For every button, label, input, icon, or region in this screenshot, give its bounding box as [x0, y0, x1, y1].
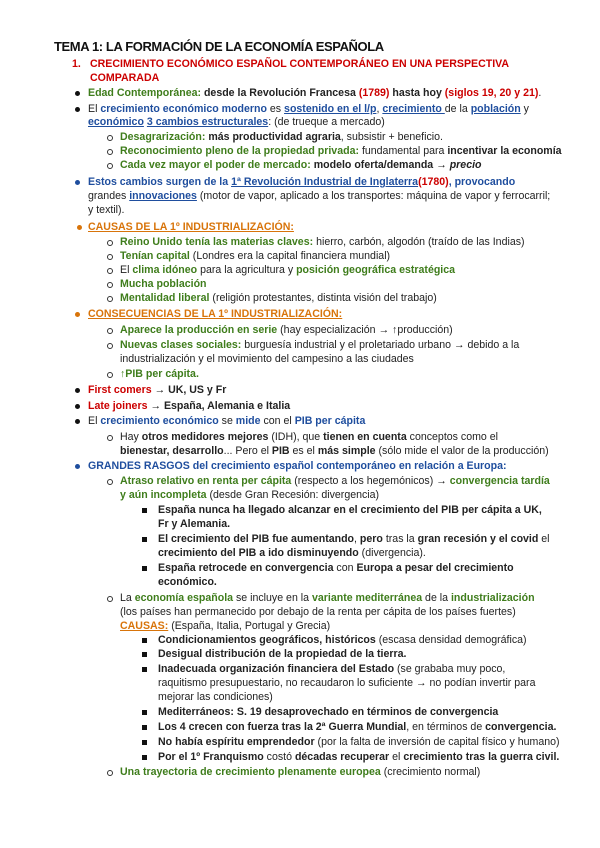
bullet-crecimiento-moderno: El crecimiento económico moderno es sostenido en el l/p, crecimiento de la población y [88, 103, 529, 115]
causa-franquismo: Por el 1º Franquismo costó décadas recuperar el crecimiento tras la guerra civil. [158, 751, 560, 763]
rasgo-variante-mediterranea-cont: (los países han permanecido por debajo de la renta per cápita de los países fuertes) [120, 606, 516, 618]
circle-bullet-icon [107, 254, 113, 260]
causa-poblacion: Mucha población [120, 278, 207, 290]
circle-bullet-icon [107, 343, 113, 349]
bullet-icon [75, 388, 80, 393]
bullet-icon [75, 464, 80, 469]
causas-heading: CAUSAS DE LA 1º INDUSTRIALIZACIÓN: [88, 221, 294, 233]
bullet-icon [75, 91, 80, 96]
square-bullet-icon [142, 710, 147, 715]
bullet-edad-contemporanea: Edad Contemporánea: desde la Revolución Francesa (1789) hasta hoy (siglos 19, 20 y 21). [88, 87, 542, 99]
detalle-espana-retrocede-cont: económico. [158, 576, 217, 588]
causa-organizacion-financiera: Inadecuada organización financiera del Estado (se grababa muy poco, [158, 663, 506, 675]
detalle-espana-nunca-cont: Fr y Alemania. [158, 518, 231, 530]
causa-capital: Tenían capital (Londres era la capital financiera mundial) [120, 250, 391, 262]
square-bullet-icon [142, 740, 147, 745]
circle-bullet-icon [107, 770, 113, 776]
causa-condicionamientos: Condicionamientos geográficos, históricos (escasa densidad demográfica) [158, 634, 527, 646]
causa-mentalidad: Mentalidad liberal (religión protestantes, distinta visión del trabajo) [120, 292, 437, 304]
causa-clima: El clima idóneo para la agricultura y posición geográfica estratégica [120, 264, 456, 276]
consecuencias-heading: CONSECUENCIAS DE LA 1º INDUSTRIALIZACIÓN: [88, 308, 343, 320]
circle-bullet-icon [107, 328, 113, 334]
circle-bullet-icon [107, 268, 113, 274]
causa-organizacion-financiera-cont: raquitismo presupuestario, no recaudaron lo suficiente → no podían invertir para [158, 677, 536, 689]
square-bullet-icon [142, 566, 147, 571]
bullet-revolucion-industrial-cont2: y textil). [88, 204, 125, 216]
square-bullet-icon [142, 725, 147, 730]
square-bullet-icon [142, 755, 147, 760]
bullet-icon [75, 180, 80, 185]
detalle-pib-aumentando-cont: crecimiento del PIB a ido disminuyendo (divergencia). [158, 547, 426, 559]
rasgo-variante-mediterranea: La economía española se incluye en la variante mediterránea de la industrialización [120, 592, 535, 604]
subitem-poder-mercado: Cada vez mayor el poder de mercado: modelo oferta/demanda → precio [120, 159, 482, 171]
circle-bullet-icon [107, 163, 113, 169]
bullet-icon [77, 225, 82, 230]
causa-espiritu-emprendedor: No había espíritu emprendedor (por la falta de inversión de capital físico y humano) [158, 736, 560, 748]
detalle-espana-nunca: España nunca ha llegado alcanzar en el crecimiento del PIB per cápita a UK, [158, 504, 542, 516]
circle-bullet-icon [107, 149, 113, 155]
consecuencia-clases-sociales-cont: industrialización y el movimiento del campesino a las ciudades [120, 353, 414, 365]
circle-bullet-icon [107, 372, 113, 378]
consecuencia-produccion-serie: Aparece la producción en serie (hay especialización → ↑producción) [120, 324, 453, 336]
circle-bullet-icon [107, 282, 113, 288]
circle-bullet-icon [107, 240, 113, 246]
bullet-pib-per-capita: El crecimiento económico se mide con el PIB per cápita [88, 415, 366, 427]
causa-mediterraneos-s19: Mediterráneos: S. 19 desaprovechado en términos de convergencia [158, 706, 499, 718]
bullet-revolucion-industrial-cont: grandes innovaciones (motor de vapor, aplicado a los transportes: máquina de vapor y ferrocarril; [88, 190, 551, 202]
causa-crecen-con-fuerza: Los 4 crecen con fuerza tras la 2ª Guerra Mundial, en términos de convergencia. [158, 721, 557, 733]
bullet-icon [75, 312, 80, 317]
circle-bullet-icon [107, 135, 113, 141]
causa-desigual-distribucion: Desigual distribución de la propiedad de la tierra. [158, 648, 407, 660]
square-bullet-icon [142, 537, 147, 542]
bullet-late-joiners: Late joiners → España, Alemania e Italia [88, 400, 291, 412]
bullet-crecimiento-moderno-cont: económico 3 cambios estructurales: (de trueque a mercado) [88, 116, 385, 128]
bullet-revolucion-industrial: Estos cambios surgen de la 1ª Revolución Industrial de Inglaterra(1780), provocando [88, 176, 516, 188]
square-bullet-icon [142, 652, 147, 657]
subitem-otros-medidores-cont: bienestar, desarrollo... Pero el PIB es el más simple (sólo mide el valor de la producción) [120, 445, 549, 457]
square-bullet-icon [142, 638, 147, 643]
circle-bullet-icon [107, 596, 113, 602]
section-number: 1. [72, 58, 81, 70]
detalle-pib-aumentando: El crecimiento del PIB fue aumentando, pero tras la gran recesión y el covid el [158, 533, 550, 545]
consecuencia-clases-sociales: Nuevas clases sociales: burguesía industrial y el proletariado urbano → debido a la [120, 339, 520, 351]
consecuencia-pib: ↑PIB per cápita. [120, 368, 199, 380]
circle-bullet-icon [107, 479, 113, 485]
document-title: TEMA 1: LA FORMACIÓN DE LA ECONOMÍA ESPAÑOLA [54, 39, 384, 54]
bullet-icon [75, 404, 80, 409]
subitem-propiedad-privada: Reconocimiento pleno de la propiedad privada: fundamental para incentivar la economía [120, 145, 562, 157]
circle-bullet-icon [107, 435, 113, 441]
rasgo-atraso-relativo-cont: y aún incompleta (desde Gran Recesión: divergencia) [120, 489, 380, 501]
circle-bullet-icon [107, 296, 113, 302]
subitem-otros-medidores: Hay otros medidores mejores (IDH), que tienen en cuenta conceptos como el [120, 431, 498, 443]
bullet-first-comers: First comers → UK, US y Fr [88, 384, 227, 396]
section-heading: CRECIMIENTO ECONÓMICO ESPAÑOL CONTEMPORÁNEO EN UNA PERSPECTIVA [90, 58, 510, 70]
rasgo-atraso-relativo: Atraso relativo en renta per cápita (respecto a los hegemónicos) → convergencia tardía [120, 475, 550, 487]
section-heading-cont: COMPARADA [90, 72, 160, 84]
causa-organizacion-financiera-cont2: mejorar las condiciones) [158, 691, 273, 703]
causa-materias-claves: Reino Unido tenía las materias claves: hierro, carbón, algodón (traído de las Indias) [120, 236, 525, 248]
subitem-desagrarizacion: Desagrarización: más productividad agraria, subsistir + beneficio. [120, 131, 443, 143]
bullet-icon [75, 107, 80, 112]
grandes-rasgos-heading: GRANDES RASGOS del crecimiento español contemporáneo en relación a Europa: [88, 460, 507, 472]
square-bullet-icon [142, 667, 147, 672]
causas-mediterraneas-label: CAUSAS: (España, Italia, Portugal y Grecia) [120, 620, 331, 632]
rasgo-trayectoria-europea: Una trayectoria de crecimiento plenamente europea (crecimiento normal) [120, 766, 481, 778]
square-bullet-icon [142, 508, 147, 513]
bullet-icon [75, 419, 80, 424]
detalle-espana-retrocede: España retrocede en convergencia con Europa a pesar del crecimiento [158, 562, 514, 574]
